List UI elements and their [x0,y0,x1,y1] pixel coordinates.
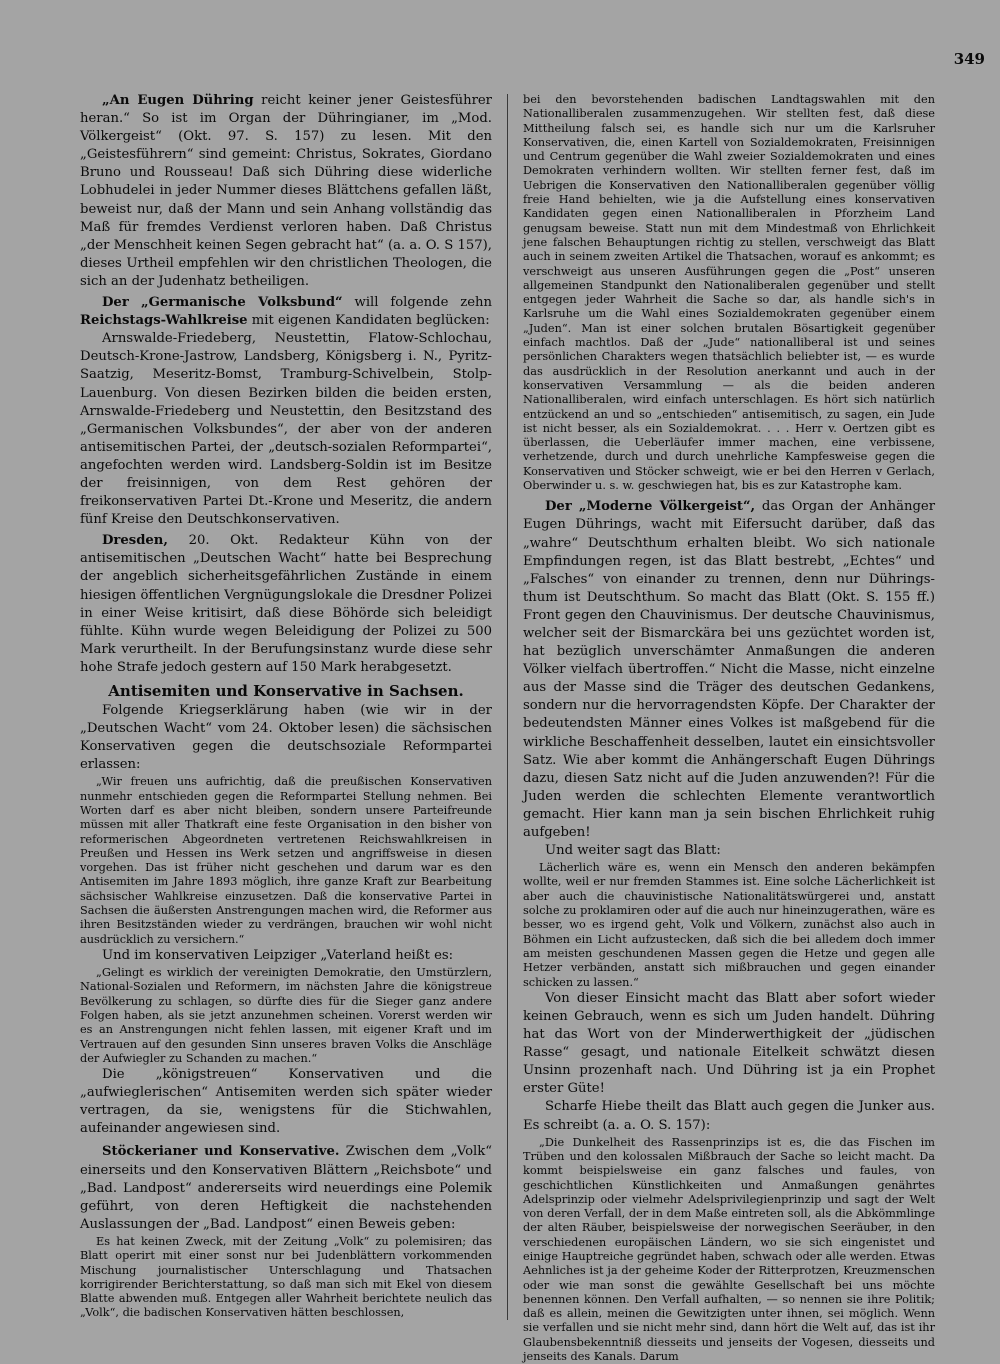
article-duehring [80,92,492,291]
sachsen-quote2: „Gelingt es wirklich der vereinigten Demokratie, den Umstürzlern, National-Sozialen und Reformern, im nächsten Jahre die königstreue Bevölkerung zu schlagen, so dürfte dies für die Sieger ganz andere Folgen haben, als sie jetzt anzunehmen scheinen. Vorerst werden wir es an Anstrengungen nicht fehlen lassen, mit eigener Kraft und im Vertrauen auf den gesunden Sinn unseres braven Volks die Anschläge der Aufwiegler zu Schanden zu machen.“ [80,966,492,1065]
article-duehring-head: „An Eugen Dühring [102,93,254,108]
article-duehring-text: reicht keiner jener Geistesführer heran.“ So ist im Organ der Dühringianer, im „Mod. Völkergeist“ (Okt. 97. S. 157) zu lesen. Mit den „Geistesführern“ sind gemeint: Christus, Sokrates, Giordano Bruno und Rousseau! Daß sich Dühring diese widerliche Lobhudelei in jeder Nummer dieses Blättchens gefallen läßt, beweist nur, daß der Mann und sein Anhang vollständig das Maß für fremdes Verdienst verloren haben. Daß Christus „der Menschheit keinen Segen gebracht hat“ (a. a. O. S 157), dieses Urtheil empfehlen wir den christlichen Theologen, die sich an der Judenhatz betheiligen. [80,93,492,289]
article-voelkergeist-text1: das Organ der Anhänger Eugen Dührings, wacht mit Eifersucht darüber, daß das „wahre“ Deutschthum erhalten bleibt. Wo sich nationale Empfindungen regen, ist das Blatt bestrebt, „Echtes“ und „Falsches“ von einander zu trennen, denn nur Dührings-thum ist Deutschthum. So macht das Blatt (Okt. S. 155 ff.) Front gegen den Chauvinismus. Der deutsche Chauvinismus, welcher seit der Bismarckära bei uns gezüchtet worden ist, hat bezüglich unverschämter Anmaßungen die anderen Völker vielfach übertroffen.“ Nicht die Masse, nicht einzelne aus der Masse sind die Träger des deutschen Gedankens, sondern nur die hervorragendsten Köpfe. Der Charakter der bedeutendsten Männer eines Volkes ist maßgebend für die wirkliche Beschaffenheit desselben, lautet ein einsichtsvoller Satz. Wie aber kommt die Anhängerschaft Eugen Dührings dazu, diesen Satz nicht auf die Juden anzuwenden?! Für die Juden werden die schlechten Elemente verantwortlich gemacht. Hier kann man ja sein bischen Ehrlichkeit ruhig aufgeben! [523,499,936,840]
article-dresden [80,532,492,677]
voelkergeist-quote2: „Die Dunkelheit des Rassenprinzips ist es, die das Fischen im Trüben und den kolossalen Mißbrauch der Sache so leicht macht. Da kommt beispielsweise ein ganz falsches und faules, von geschichtlichen Künstlichkeiten und Anmaßungen genährtes Adelsprinzip oder vielmehr Adelsprivilegienprinzip und sagt der Welt von deren Verfall, der in dem Maße eintreten soll, als die Abkömmlinge der alten Räuber, beispielsweise der norwegischen Seeräuber, in den verschiedenen europäischen Ländern, wo sie sich eingenistet und einige Hauptreiche gegründet haben, schwach oder alle werden. Etwas Aehnliches ist ja der geheime Koder der Ritterprotzen, Kreuzmenschen oder wie man sonst die gewählte Gesellschaft bei uns möchte benennen können. Den Verfall aufhalten, — so nennen sie ihre Politik; daß es allein, meinen die Gewitzigten unter ihnen, sei möglich. Wenn sie verfallen und sie nicht mehr sind, dann hört die Welt auf, das ist ihr Glaubensbekenntniß diesseits und jenseits der Vogesen, diesseits und jenseits des Kanals. Darum [523,1135,935,1364]
sachsen-text3: Die „königstreuen“ Konservativen und die „aufwieglerischen“ Antisemiten werden sich später wieder vertragen, da sie, wenigstens für die Stichwahlen, aufeinander angewiesen sind. [80,1067,492,1137]
article-stoecker [80,1143,492,1233]
column-divider [507,94,508,1320]
page-number: 349 [953,50,985,68]
voelkergeist-quote1: Lächerlich wäre es, wenn ein Mensch den anderen bekämpfen wollte, weil er nur fremden Stammes ist. Eine solche Lächerlichkeit ist aber auch die chauvinistische Nationalitätswürgerei und, anstatt solche zu proklamiren oder auf die auch nur hineinzugerathen, wäre es besser, wo es irgend geht, Volk und Völkern, zunächst also auch in Böhmen ein Licht aufzustecken, daß sich die bei alledem doch immer am meisten geschundenen Massen gegen die Hetze und gegen alle Hetzer verbänden, anstatt sich mißbrauchen und gegen einander schicken zu lassen.“ [523,861,935,989]
sachsen-text1: Folgende Kriegserklärung haben (wie wir in der „Deutschen Wacht“ vom 24. Oktober lesen) die sächsischen Konservativen gegen die deutschsoziale Reformpartei erlassen: [80,703,492,773]
article-stoecker-head: Stöckerianer und Konservative. [102,1144,340,1160]
article-voelkergeist-head: Der „Moderne Völkergeist“, [545,499,756,515]
left-column [80,92,492,1322]
article-volksbund-intro: will folgende zehn [354,295,492,311]
article-volksbund-text1: mit eigenen Kandidaten beglücken: [251,313,490,329]
stoecker-quote-continued: bei den bevorstehenden badischen Landtagswahlen mit den Nationalliberalen zusammenzugehen. Wir stellten fest, daß diese Mittheilung falsch sei, es handle sich nur um die Karlsruher Konservativen, die, einen Kartell von Sozialdemokraten, Freisinnigen und Centrum gegenüber die Wahl zweier Sozialdemokraten und eines Demokraten verhindern wollten. Wir stellten ferner fest, daß im Uebrigen die Konservativen den Nationalliberalen gegenüber völlig freie Hand behielten, wie ja die Aufstellung eines konservativen Kandidaten gegen einen Nationalliberalen in Pforzheim Land genugsam beweise. Statt nun mit dem Mindestmaß von Ehrlichkeit jene falschen Behauptungen richtig zu stellen, verschweigt das Blatt auch in seinem zweiten Artikel die Thatsachen, worauf es ankommt; es verschweigt aus unseren Ausführungen gegen die „Post“ unseren allgemeinen Standpunkt den Nationaliberalen gegenüber und stellt entgegen jeder Wahrheit die Sache so dar, als handle sich's in Karlsruhe um die Wahl eines Sozialdemokraten gegenüber einem „Juden“. Man ist einer solchen brutalen Bösartigkeit gegenüber einfach machtlos. Daß der „Jude“ nationalliberal ist und seines persönlichen Charakters wegen thatsächlich beliebter ist, — es wurde das ausdrücklich in der Resolution anerkannt und auch in der konservativen Versammlung — als die beiden anderen Nationalliberalen, wird einfach unterschlagen. Es hört sich natürlich entzückend an und so „entschieden“ antisemitisch, zu sagen, ein Jude ist nicht besser, als ein Sozialdemokrat. . . . Herr v. Oertzen gibt es überlassen, die Ueberläufer immer machen, eine verbissene, verhetzende, durch und durch unehrliche Kampfesweise gegen die Konservativen und Stöcker schweigt, wie er bei den Herren v Gerlach, Oberwinder u. s. w. geschwiegen hat, bis es zur Katastrophe kam. [523,93,935,493]
article-voelkergeist [523,498,935,842]
article-dresden-text: 20. Okt. Redakteur Kühn von der antisemitischen „Deutschen Wacht“ hatte bei Besprechung der angeblich sicherheitsgefährlichen Zustände in einem hiesigen öffentlichen Vergnügungslokale die Dresdner Polizei in einer Weise kritisirt, daß diese Böhörde sich beleidigt fühlte. Kühn wurde wegen Beleidigung der Polizei zu 500 Mark verurtheilt. In der Berufungsinstanz wurde diese sehr hohe Strafe jedoch gestern auf 150 Mark herabgesetzt. [80,533,492,675]
article-volksbund-head2: Reichstags-Wahlkreise [80,313,248,329]
heading-sachsen: Antisemiten und Konservative in Sachsen. [108,682,464,700]
sachsen-quote1: „Wir freuen uns aufrichtig, daß die preußischen Konservativen nunmehr entschieden gegen die Reformpartei Stellung nehmen. Bei Worten darf es aber nicht bleiben, sondern unsere Parteifreunde müssen mit aller Thatkraft eine feste Organisation in den bisher von reformerischen Abgeordneten vertretenen Reichswahlkreisen in Preußen und Hessen ins Werk setzen und angriffsweise in diesen vorgehen. Das ist früher nicht geschehen und darum war es den Antisemiten im Jahre 1893 möglich, ihre ganze Kraft zur Bearbeitung sächsischer Wahlkreise einzusetzen. Daß die konservative Partei in Sachsen die äußersten Anstrengungen machen wird, die Reformer aus ihren Besitzständen wieder zu verdrängen, brauchen wir wohl nicht ausdrücklich zu versichern.“ [80,775,492,946]
article-volksbund [80,294,492,330]
voelkergeist-text3: Von dieser Einsicht macht das Blatt aber sofort wieder keinen Gebrauch, wenn es sich um Juden handelt. Dühring hat das Wort von der Minderwerthigkeit der „jüdischen Rasse“ gesagt, und nationale Eitelkeit schwätzt diesen Unsinn prozenhaft nach. Und Dühring ist ja ein Prophet erster Güte! [523,990,935,1097]
article-volksbund-head: Der „Germanische Volksbund“ [102,295,343,311]
right-column [523,92,936,1364]
article-volksbund-text2: Arnswalde-Friedeberg, Neustettin, Flatow-Schlochau, Deutsch-Krone-Jastrow, Landsberg, Königsberg i. N., Pyritz-Saatzig, Meseritz-Bomst, Tramburg-Schivelbein, Stolp-Lauenburg. Von diesen Bezirken bilden die beiden ersten, Arnswalde-Friedeberg und Neustettin, den Besitzstand des „Germanischen Volksbundes“, der aber von der anderen antisemitischen Partei, der „deutsch-sozialen Reformpartei“, angefochten werden wird. Landsberg-Soldin ist im Besitze der freisinnigen, von dem Rest gehören der freikonservativen Partei Dt.-Krone und Meseritz, die andern fünf Kreise den Deutschkonservativen. [80,331,492,528]
stoecker-quote: Es hat keinen Zweck, mit der Zeitung „Volk“ zu polemisiren; das Blatt operirt mit einer sonst nur bei Judenblättern vorkommenden Mischung journalistischer Unterschlagung und Thatsachen korrigirender Berichterstattung, so daß man sich mit Ekel von diesem Blatte abwenden muß. Entgegen aller Wahrheit berichtete neulich das „Volk“, die badischen Konservativen hätten beschlossen, [80,1234,492,1320]
voelkergeist-text4: Scharfe Hiebe theilt das Blatt auch gegen die Junker aus. Es schreibt (a. a. O. S. 157): [523,1099,935,1133]
voelkergeist-text2: Und weiter sagt das Blatt: [545,843,721,859]
sachsen-text2: Und im konservativen Leipziger „Vaterland heißt es: [102,947,454,963]
article-dresden-head: Dresden, [102,533,168,549]
article-stoecker-text: Zwischen dem „Volk“ einerseits und den Konservativen Blättern „Reichsbote“ und „Bad. Landpost“ andererseits wird neuerdings eine Polemik geführt, von deren Heftigkeit die nachstehenden Auslassungen der „Bad. Landpost“ einen Beweis geben: [80,1144,493,1232]
